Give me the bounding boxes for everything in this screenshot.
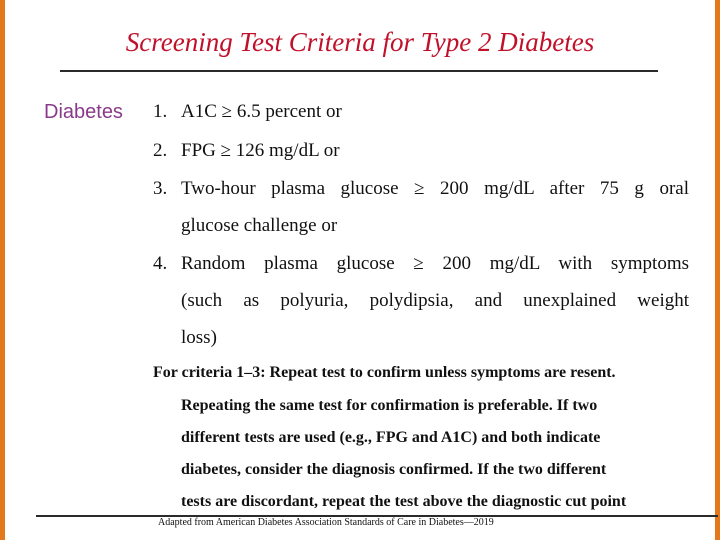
criterion-line: glucose challenge or <box>181 215 338 236</box>
criterion-number: 3. <box>153 178 168 199</box>
criterion-line: Random plasma glucose ≥ 200 mg/dL with symptoms <box>181 253 689 274</box>
criterion-line: loss) <box>181 327 217 348</box>
note-line: different tests are used (e.g., FPG and A1C) and both indicate <box>181 429 601 446</box>
left-accent-bar <box>0 0 5 540</box>
note-line: diabetes, consider the diagnosis confirmed. If the two different <box>181 461 607 478</box>
category-label: Diabetes <box>44 101 123 123</box>
criterion-number: 2. <box>153 140 168 161</box>
criterion-line: FPG ≥ 126 mg/dL or <box>181 140 340 161</box>
source-citation: Adapted from American Diabetes Association Standards of Care in Diabetes—2019 <box>158 517 494 528</box>
note-line: Repeating the same test for confirmation is preferable. If two <box>181 397 598 414</box>
criterion-line: (such as polyuria, polydipsia, and unexplained weight <box>181 290 689 311</box>
title-divider <box>60 70 658 72</box>
criterion-number: 1. <box>153 101 168 122</box>
right-accent-bar <box>715 0 720 540</box>
criterion-line: Two-hour plasma glucose ≥ 200 mg/dL after 75 g oral <box>181 178 689 199</box>
slide-title: Screening Test Criteria for Type 2 Diabetes <box>125 27 595 57</box>
note-line: tests are discordant, repeat the test above the diagnostic cut point <box>181 493 627 510</box>
criterion-number: 4. <box>153 253 168 274</box>
criterion-line: A1C ≥ 6.5 percent or <box>181 101 342 122</box>
note-line: For criteria 1–3: Repeat test to confirm unless symptoms are resent. <box>153 364 616 381</box>
